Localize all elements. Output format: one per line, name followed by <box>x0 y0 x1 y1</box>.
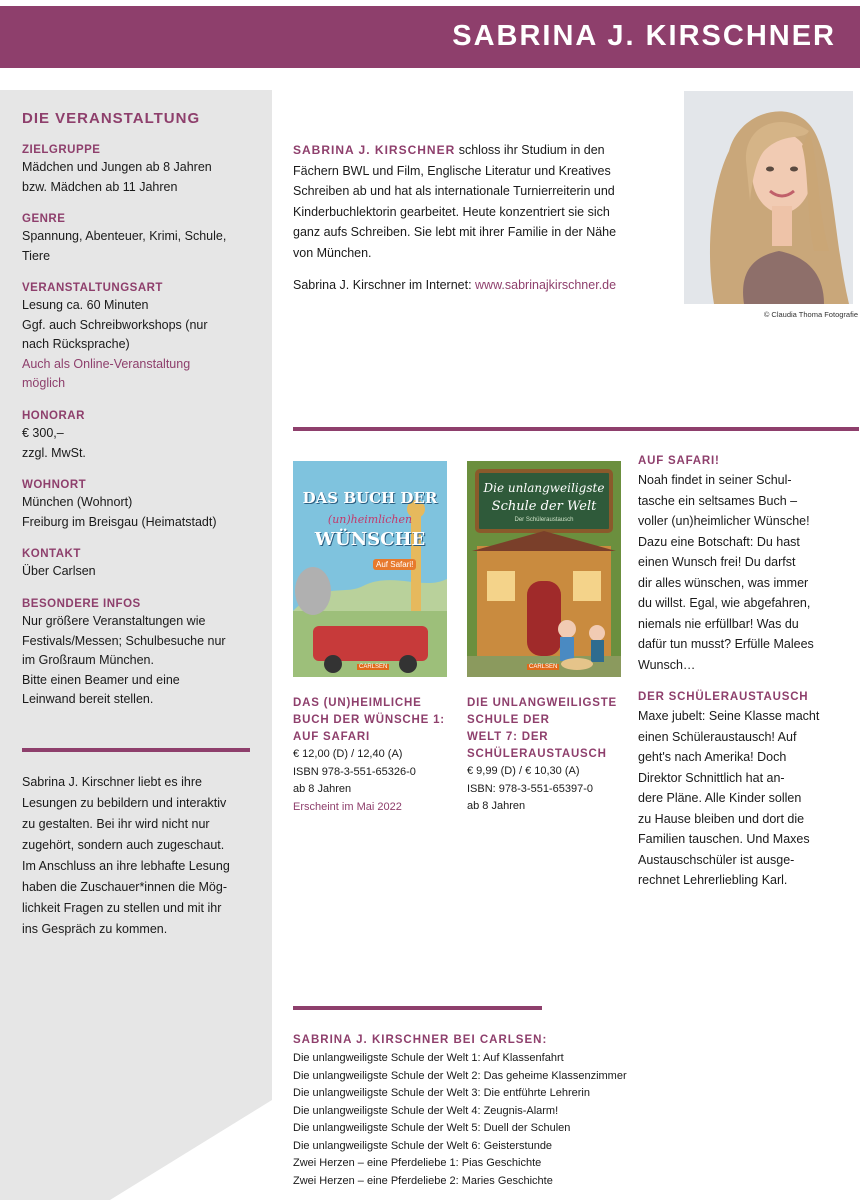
cover-title: DAS BUCH DER <box>302 489 438 507</box>
cover-publisher: CARLSEN <box>359 664 388 670</box>
paragraph-line: zugehört, sondern auch zugeschaut. <box>22 838 225 852</box>
cover-subtitle: Auf Safari! <box>373 559 416 570</box>
author-name-heading: SABRINA J. KIRSCHNER <box>452 20 836 52</box>
list-item: Die unlangweiligste Schule der Welt 1: Auf Klassenfahrt <box>293 1052 564 1064</box>
description-line: einen Schüleraustausch! Auf <box>638 729 797 744</box>
bibliography-heading: SABRINA J. KIRSCHNER BEI CARLSEN: <box>293 1034 548 1046</box>
description-line: dafür tun musst? Erfülle Malees <box>638 637 814 651</box>
author-photo <box>684 91 853 304</box>
sidebar-title: DIE VERANSTALTUNG <box>22 110 201 127</box>
bio-text: von München. <box>293 245 372 260</box>
website-link[interactable]: www.sabrinajkirschner.de <box>475 278 617 292</box>
paragraph-line: Sabrina J. Kirschner liebt es ihre <box>22 775 202 789</box>
list-item: Die unlangweiligste Schule der Welt 4: Zeugnis-Alarm! <box>293 1104 559 1117</box>
book-title: WELT 7: DER <box>467 731 549 743</box>
website-label: Sabrina J. Kirschner im Internet: <box>293 278 476 292</box>
book-detail: ISBN 978-3-551-65326-0 <box>293 765 416 778</box>
paragraph-line: lichkeit Fragen zu stellen und mit ihr <box>22 901 222 915</box>
section-text: Festivals/Messen; Schulbesuche nur <box>22 633 226 648</box>
list-item: Zwei Herzen – eine Pferdeliebe 1: Pias Geschichte <box>293 1157 542 1169</box>
section-kontakt <box>22 546 262 582</box>
paragraph-line: Lesungen zu bebildern und interaktiv <box>22 796 227 810</box>
header-bar <box>0 6 860 68</box>
paragraph-line: haben die Zuschauer*innen die Mög- <box>22 880 227 894</box>
section-text: Ggf. auch Schreibworkshops (nur <box>22 317 208 332</box>
description-line: dir alles wünschen, was immer <box>638 575 809 590</box>
section-text: Nur größere Veranstaltungen wie <box>22 614 206 628</box>
book-title: DAS (UN)HEIMLICHE <box>293 697 422 709</box>
section-veranstaltungsart <box>22 280 262 394</box>
description-auf-safari <box>638 453 858 675</box>
photo-credit: © Claudia Thoma Fotografie <box>763 310 858 319</box>
sidebar-divider <box>22 748 250 752</box>
bio-text: Kinderbuchlektorin gearbeitet. Heute konzentriert sie sich <box>293 204 610 219</box>
section-text: Mädchen und Jungen ab 8 Jahren <box>22 160 212 174</box>
section-text: bzw. Mädchen ab 11 Jahren <box>22 179 178 194</box>
description-schueleraustausch <box>638 689 858 891</box>
section-text: € 300,– <box>22 426 64 440</box>
description-line: Noah findet in seiner Schul- <box>638 473 792 487</box>
paragraph-line: zu gestalten. Bei ihr wird nicht nur <box>22 817 210 831</box>
section-text: Tiere <box>22 248 51 263</box>
section-label: HONORAR <box>22 410 85 422</box>
list-item: Zwei Herzen – eine Pferdeliebe 2: Maries Geschichte <box>293 1174 553 1187</box>
section-label: WOHNORT <box>22 479 87 491</box>
book-title: DIE UNLANGWEILIGSTE <box>467 697 618 709</box>
paragraph-line: ins Gespräch zu kommen. <box>22 922 168 936</box>
book-detail: ab 8 Jahren <box>467 800 526 812</box>
section-divider <box>293 427 859 431</box>
author-bio <box>293 140 658 263</box>
book-title: BUCH DER WÜNSCHE 1: <box>293 714 445 726</box>
sidebar-paragraph <box>22 772 254 940</box>
book-cover-1 <box>293 461 447 677</box>
book-title: SCHÜLERAUSTAUSCH <box>467 748 607 760</box>
description-line: Austauschschüler ist ausge- <box>638 852 795 867</box>
section-text: nach Rücksprache) <box>22 337 130 351</box>
section-text: Spannung, Abenteuer, Krimi, Schule, <box>22 229 227 243</box>
description-line: tasche ein seltsames Buch – <box>638 493 798 508</box>
section-label: KONTAKT <box>22 548 81 560</box>
book-detail: € 12,00 (D) / 12,40 (A) <box>293 748 403 760</box>
website-line <box>293 278 673 292</box>
book-detail: ISBN: 978-3-551-65397-0 <box>467 782 593 795</box>
list-item: Die unlangweiligste Schule der Welt 3: Die entführte Lehrerin <box>293 1087 590 1099</box>
bibliography-divider <box>293 1006 542 1010</box>
section-honorar <box>22 408 262 463</box>
section-label: ZIELGRUPPE <box>22 144 101 156</box>
description-line: rechnet Lehrerliebling Karl. <box>638 873 788 887</box>
book-info-1 <box>293 695 453 816</box>
section-text: zzgl. MwSt. <box>22 445 86 460</box>
section-label: VERANSTALTUNGSART <box>22 282 163 294</box>
description-heading: DER SCHÜLERAUSTAUSCH <box>638 691 809 703</box>
section-text: München (Wohnort) <box>22 495 133 509</box>
book-cover-2 <box>467 461 621 677</box>
book-info-2 <box>467 695 627 816</box>
list-item: Die unlangweiligste Schule der Welt 2: Das geheime Klassenzimmer <box>293 1069 627 1082</box>
description-line: Maxe jubelt: Seine Klasse macht <box>638 709 820 723</box>
description-heading: AUF SAFARI! <box>638 455 720 467</box>
book-title: AUF SAFARI <box>293 731 370 743</box>
section-text: im Großraum München. <box>22 653 154 667</box>
description-line: dere Pläne. Alle Kinder sollen <box>638 791 802 805</box>
cover-title: (un)heimlichen <box>327 513 413 526</box>
section-text: Freiburg im Breisgau (Heimatstadt) <box>22 514 217 529</box>
description-line: einen Wunsch frei! Du darfst <box>638 555 796 569</box>
release-note: Erscheint im Mai 2022 <box>293 800 402 813</box>
description-line: du willst. Egal, wie abgefahren, <box>638 596 811 610</box>
section-genre <box>22 211 262 266</box>
section-text: Bitte einen Beamer und eine <box>22 672 180 687</box>
online-note: möglich <box>22 376 66 390</box>
section-label: GENRE <box>22 213 66 225</box>
book-detail: ab 8 Jahren <box>293 783 352 795</box>
description-line: voller (un)heimlicher Wünsche! <box>638 514 810 528</box>
cover-publisher: CARLSEN <box>529 664 558 670</box>
section-label: BESONDERE INFOS <box>22 598 141 610</box>
book-detail: € 9,99 (D) / € 10,30 (A) <box>467 765 580 777</box>
bibliography-list <box>293 1050 853 1190</box>
section-text: Über Carlsen <box>22 564 96 578</box>
section-text: Lesung ca. 60 Minuten <box>22 298 149 312</box>
online-note: Auch als Online-Veranstaltung <box>22 356 191 371</box>
section-text: Leinwand bereit stellen. <box>22 692 154 706</box>
bio-text: Schreiben ab und hat als internationale Turnierreiterin und <box>293 184 615 198</box>
description-line: Wunsch… <box>638 657 696 672</box>
description-line: geht's nach Amerika! Doch <box>638 750 787 764</box>
section-zielgruppe <box>22 142 262 197</box>
cover-title: WÜNSCHE <box>314 529 426 550</box>
book-title: SCHULE DER <box>467 714 550 726</box>
cover-title: Schule der Welt <box>491 499 597 514</box>
cover-title: Die unlangweiligste <box>483 481 605 495</box>
section-wohnort <box>22 477 262 532</box>
description-line: Dazu eine Botschaft: Du hast <box>638 534 800 549</box>
description-line: niemals nie erfüllbar! Was du <box>638 616 799 631</box>
cover-subtitle: Der Schüleraustausch <box>514 517 574 523</box>
list-item: Die unlangweiligste Schule der Welt 6: Geisterstunde <box>293 1139 553 1152</box>
bio-text: schloss ihr Studium in den <box>455 143 605 157</box>
description-line: Familien tauschen. Und Maxes <box>638 832 810 846</box>
bio-author-name: SABRINA J. KIRSCHNER <box>293 143 456 157</box>
bio-text: Fächern BWL und Film, Englische Literatur und Kreatives <box>293 163 611 178</box>
bio-text: ganz aufs Schreiben. Sie lebt mit ihrer Familie in der Nähe <box>293 225 617 239</box>
paragraph-line: Im Anschluss an ihre lebhafte Lesung <box>22 859 230 873</box>
description-line: Direktor Schnittlich hat an- <box>638 770 785 785</box>
list-item: Die unlangweiligste Schule der Welt 5: Duell der Schulen <box>293 1122 571 1134</box>
section-besondere-infos <box>22 596 262 710</box>
description-line: zu Hause bleiben und dort die <box>638 811 805 826</box>
